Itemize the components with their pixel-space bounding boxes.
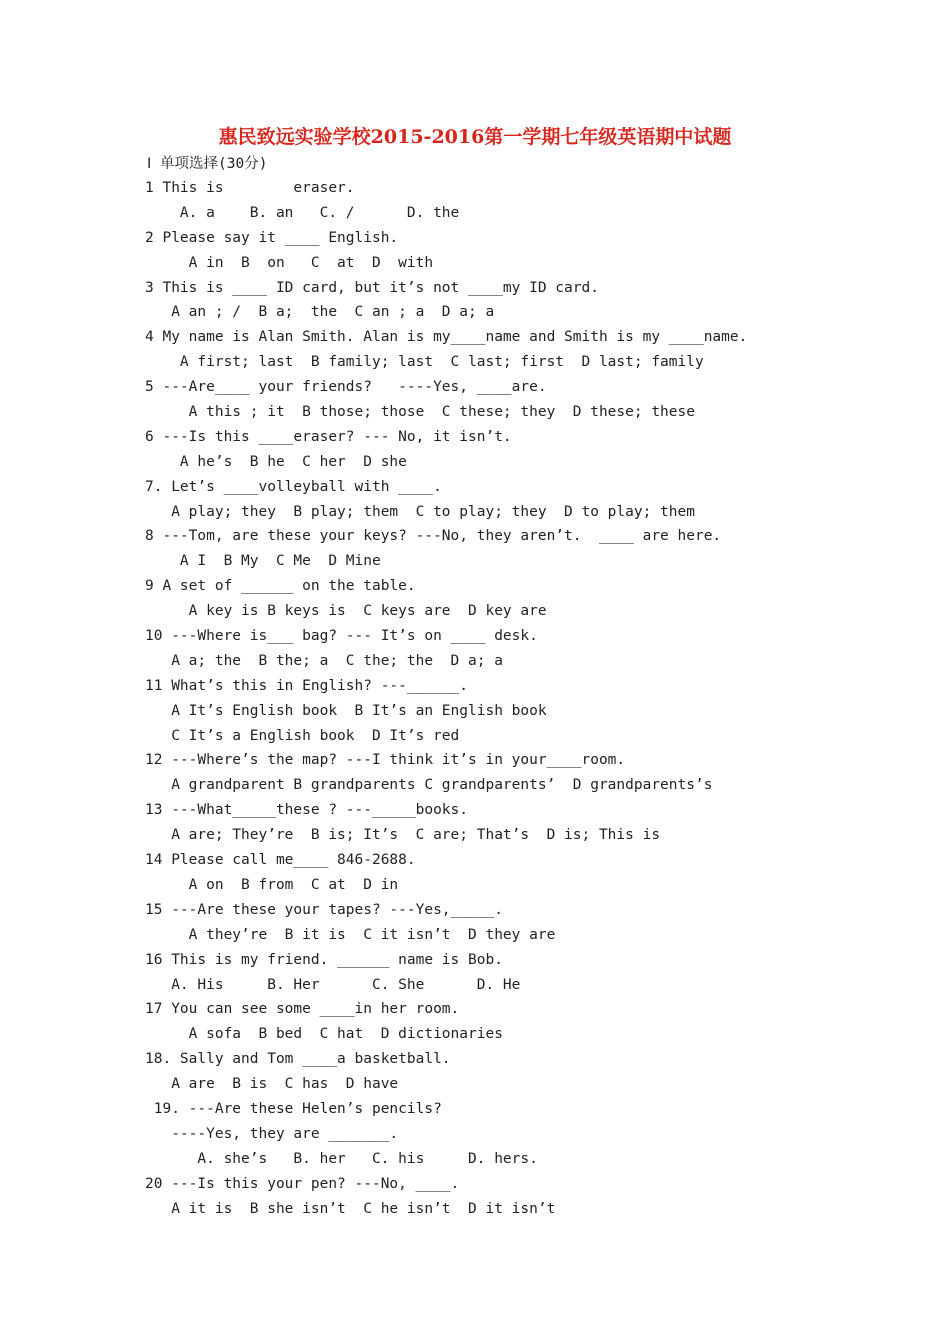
question-line: 15 ---Are these your tapes? ---Yes,_____.: [145, 901, 503, 918]
option-line: A key is B keys is C keys are D key are: [145, 603, 547, 620]
question-line: 9 A set of ______ on the table.: [145, 578, 416, 595]
option-line: A I B My C Me D Mine: [145, 553, 381, 570]
option-line: A grandparent B grandparents C grandparents’ D grandparents’s: [145, 777, 713, 794]
option-line: A a; the B the; a C the; the D a; a: [145, 652, 503, 669]
question-line: 20 ---Is this your pen? ---No, ____.: [145, 1175, 460, 1192]
option-line: A in B on C at D with: [145, 254, 434, 271]
option-line: A he’s B he C her D she: [145, 453, 407, 470]
option-line: A an ; / B a; the C an ; a D a; a: [145, 304, 495, 321]
option-line: A on B from C at D in: [145, 876, 399, 893]
question-line: 2 Please say it ____ English.: [145, 229, 399, 246]
question-line: 17 You can see some ____in her room.: [145, 1001, 460, 1018]
question-line: 14 Please call me____ 846-2688.: [145, 852, 416, 869]
option-line: A. a B. an C. / D. the: [145, 204, 460, 221]
question-line: 1 This is eraser.: [145, 180, 355, 196]
question-line: 19. ---Are these Helen’s pencils?: [145, 1100, 442, 1117]
option-line: A sofa B bed C hat D dictionaries: [145, 1026, 503, 1043]
option-line: C It’s a English book D It’s red: [145, 727, 460, 744]
option-line: A they’re B it is C it isn’t D they are: [145, 926, 556, 943]
question-line: 18. Sally and Tom ____a basketball.: [145, 1051, 451, 1068]
question-line: 5 ---Are____ your friends? ----Yes, ____are.: [145, 379, 547, 396]
question-line: 7. Let’s ____volleyball with ____.: [145, 478, 442, 495]
question-line: 8 ---Tom, are these your keys? ---No, they aren’t. ____ are here.: [145, 528, 722, 545]
question-line: 11 What’s this in English? ---______.: [145, 677, 469, 694]
question-line: 16 This is my friend. ______ name is Bob.: [145, 951, 503, 968]
option-line: A are B is C has D have: [145, 1076, 399, 1093]
question-list: [145, 176, 865, 1221]
option-line: A this ; it B those; those C these; they D these; these: [145, 404, 695, 421]
question-line: 12 ---Where’s the map? ---I think it’s in your____room.: [145, 752, 626, 769]
option-line: A. His B. Her C. She D. He: [145, 976, 521, 993]
question-line: 10 ---Where is___ bag? --- It’s on ____ desk.: [145, 628, 538, 645]
exam-title: 惠民致远实验学校2015-2016第一学期七年级英语期中试题: [218, 126, 732, 148]
option-line: A It’s English book B It’s an English book: [145, 702, 547, 719]
question-line: 6 ---Is this ____eraser? --- No, it isn’t.: [145, 428, 512, 445]
question-line: 13 ---What_____these ? ---_____books.: [145, 802, 469, 819]
option-line: A. she’s B. her C. his D. hers.: [145, 1150, 538, 1167]
option-line: A it is B she isn’t C he isn’t D it isn’t: [145, 1200, 556, 1217]
question-line: 3 This is ____ ID card, but it’s not ____my ID card.: [145, 279, 599, 296]
section-heading: Ⅰ 单项选择(30分): [147, 156, 268, 172]
question-line: 4 My name is Alan Smith. Alan is my____name and Smith is my ____name.: [145, 329, 748, 346]
option-line: A first; last B family; last C last; first D last; family: [145, 354, 704, 371]
question-line: ----Yes, they are _______.: [145, 1125, 399, 1142]
option-line: A are; They’re B is; It’s C are; That’s D is; This is: [145, 827, 661, 844]
option-line: A play; they B play; them C to play; they D to play; them: [145, 503, 695, 520]
